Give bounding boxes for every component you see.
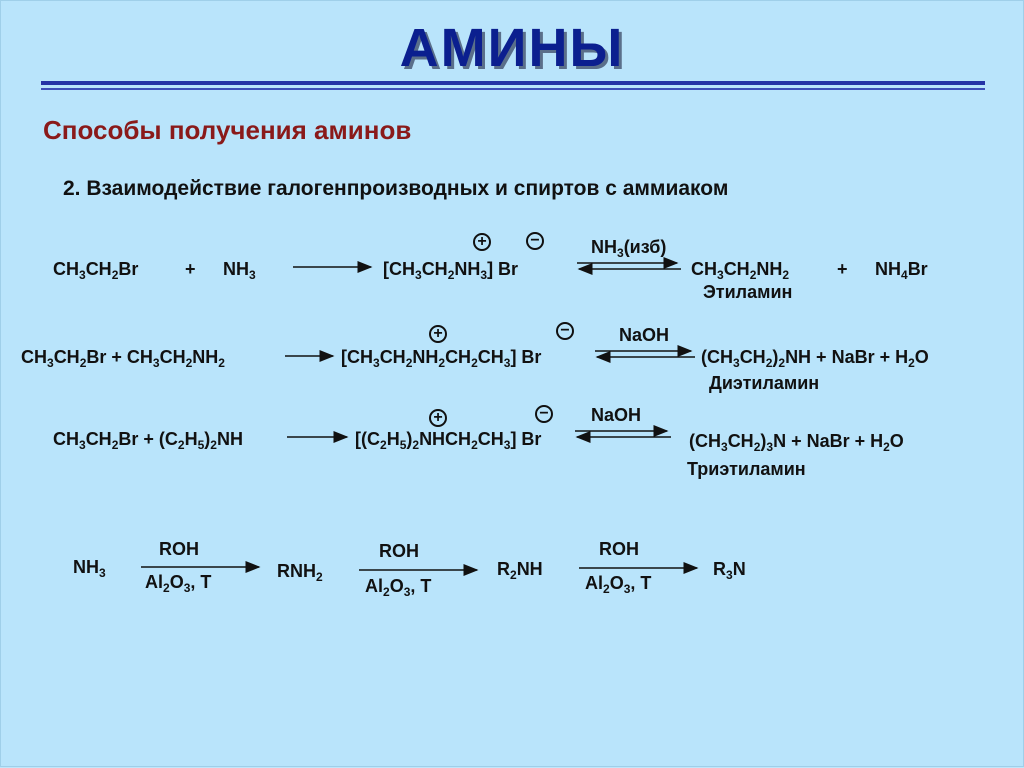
r1-product2: $NH_4Br$ bbox=[875, 259, 928, 282]
r2-condition: NaOH bbox=[619, 325, 670, 345]
r3-name: Триэтиламин bbox=[687, 459, 806, 479]
r4-s3: $R_2NH$ bbox=[497, 559, 543, 582]
r1-name: Этиламин bbox=[703, 282, 793, 302]
plus-charge-icon: + bbox=[429, 325, 447, 343]
minus-charge-icon: − bbox=[556, 322, 574, 340]
r2-name: Диэтиламин bbox=[709, 373, 820, 393]
r4-above-3: ROH bbox=[599, 539, 639, 559]
r4-s4: $R_3N$ bbox=[713, 559, 746, 582]
r1-reactant2: $NH_3$ bbox=[223, 259, 256, 282]
minus-charge-icon: − bbox=[526, 232, 544, 250]
r1-product1: $CH_3CH_2NH_2$ bbox=[691, 259, 790, 282]
plus-charge-icon: + bbox=[429, 409, 447, 427]
r1-plus1: + bbox=[185, 259, 196, 279]
r3-intermediate: $[(C_2H_5)_2NHCH_2CH_3]$ Br bbox=[355, 429, 542, 452]
plus-charge-icon: + bbox=[473, 233, 491, 251]
r1-plus2: + bbox=[837, 259, 848, 279]
page-title: АМИНЫ bbox=[399, 18, 625, 78]
r4-s2: $RNH_2$ bbox=[277, 561, 323, 584]
section-subtitle: Способы получения аминов bbox=[43, 115, 412, 145]
section-heading: 2. Взаимодействие галогенпроизводных и спиртов с аммиаком bbox=[63, 177, 729, 200]
r4-above-2: ROH bbox=[379, 541, 419, 561]
reaction-arrows bbox=[1, 1, 1024, 768]
r1-condition: $NH_3(изб)$ bbox=[591, 237, 667, 260]
r4-s1: $NH_3$ bbox=[73, 557, 106, 580]
r3-condition: NaOH bbox=[591, 405, 642, 425]
r4-below-1: $Al_2O_3$, T bbox=[145, 572, 212, 595]
r2-reactants: $CH_3CH_2Br + CH_3CH_2NH_2$ bbox=[21, 347, 225, 370]
r1-reactant1: $CH_3CH_2Br$ bbox=[53, 259, 139, 282]
r4-below-2: $Al_2O_3$, T bbox=[365, 576, 432, 599]
r1-intermediate: $[CH_3CH_2NH_3]$ Br bbox=[383, 259, 519, 282]
r3-reactants: $CH_3CH_2Br + (C_2H_5)_2NH$ bbox=[53, 429, 243, 452]
r2-intermediate: $[CH_3CH_2NH_2CH_2CH_3]$ Br bbox=[341, 347, 542, 370]
r3-products: $(CH_3CH_2)_3N$ + NaBr + $H_2O$ bbox=[689, 431, 904, 454]
minus-charge-icon: − bbox=[535, 405, 553, 423]
r4-below-3: $Al_2O_3$, T bbox=[585, 573, 652, 596]
r4-above-1: ROH bbox=[159, 539, 199, 559]
r2-products: $(CH_3CH_2)_2NH$ + NaBr + $H_2O$ bbox=[701, 347, 929, 370]
